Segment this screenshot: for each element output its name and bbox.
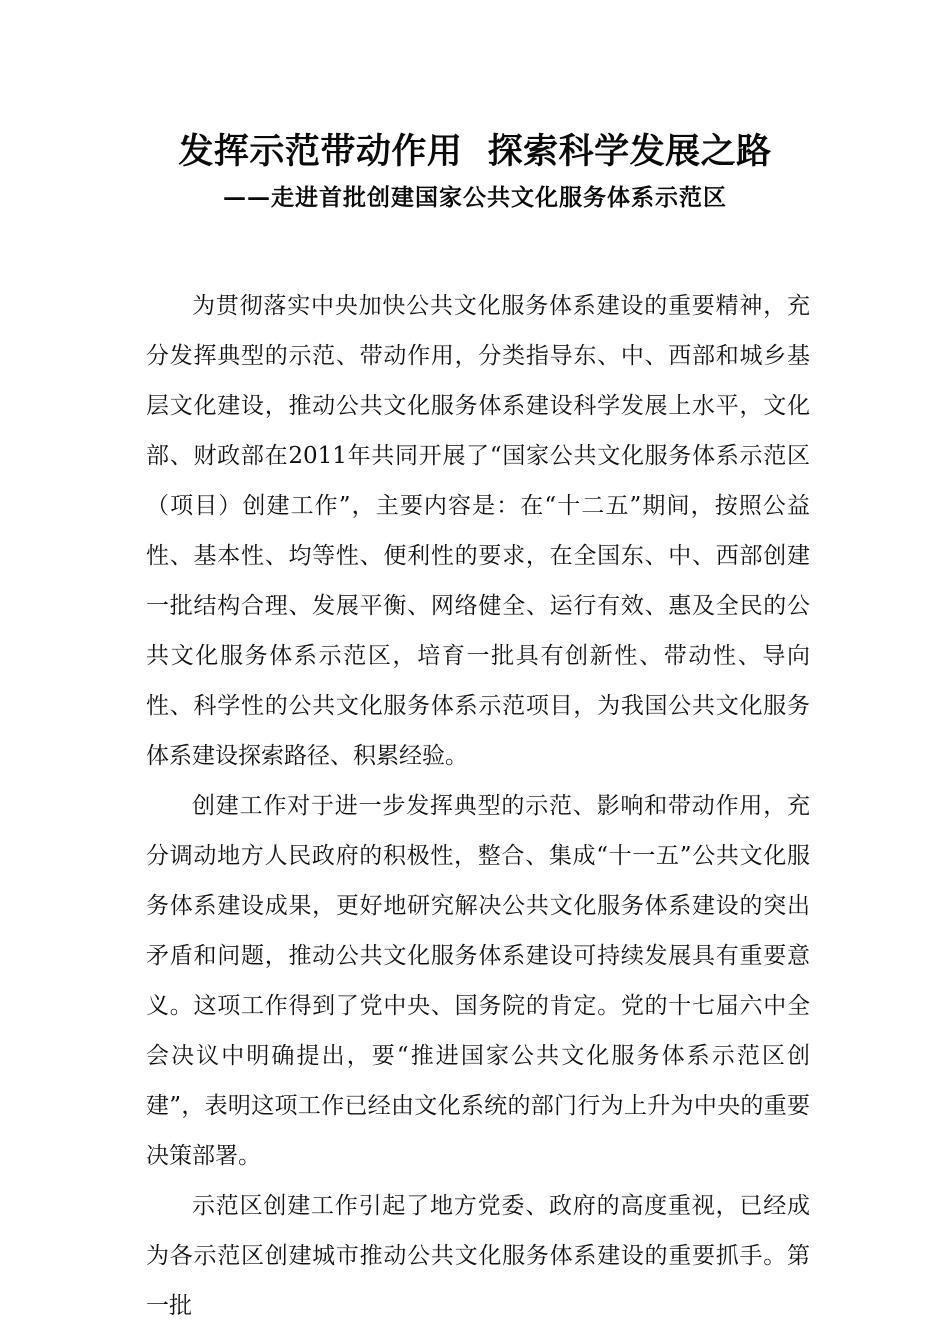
document-subtitle: ——走进首批创建国家公共文化服务体系示范区 <box>223 184 727 211</box>
document-title: 发挥示范带动作用 探索科学发展之路 <box>178 132 772 172</box>
paragraph: 为贯彻落实中央加快公共文化服务体系建设的重要精神，充分发挥典型的示范、带动作用，分类指导东、中、西部和城乡基层文化建设，推动公共文化服务体系建设科学发展上水平，文化部、财政部在2011年共同开展了“国家公共文化服务体系示范区（项目）创建工作”，主要内容是：在“十二五”期间，按照公益性、基本性、均等性、便利性的要求，在全国东、中、西部创建一批结构合理、发展平衡、网络健全、运行有效、惠及全民的公共文化服务体系示范区，培育一批具有创新性、带动性、导向性、科学性的公共文化服务体系示范项目，为我国公共文化服务体系建设探索路径、积累经验。 <box>146 293 810 769</box>
document-body <box>146 281 810 1331</box>
paragraph: 示范区创建工作引起了地方党委、政府的高度重视，已经成为各示范区创建城市推动公共文化服务体系建设的重要抓手。第一批 <box>146 1193 810 1319</box>
paragraph: 创建工作对于进一步发挥典型的示范、影响和带动作用，充分调动地方人民政府的积极性，整合、集成“十一五”公共文化服务体系建设成果，更好地研究解决公共文化服务体系建设的突出矛盾和问题，推动公共文化服务体系建设可持续发展具有重要意义。这项工作得到了党中央、国务院的肯定。党的十七届六中全会决议中明确提出，要“推进国家公共文化服务体系示范区创建”，表明这项工作已经由文化系统的部门行为上升为中央的重要决策部署。 <box>146 793 810 1169</box>
